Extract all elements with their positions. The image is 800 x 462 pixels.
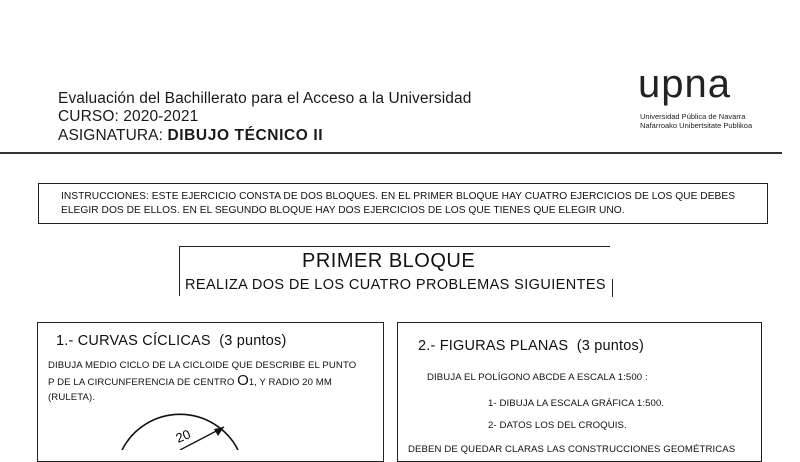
problem-1-title [56, 333, 287, 349]
problem-2-item-1: 1- DIBUJA LA ESCALA GRÁFICA 1:500. [488, 398, 665, 409]
bloque-title: PRIMER BLOQUE [302, 250, 476, 272]
problem-2-heading: 2.- FIGURAS PLANAS [418, 338, 569, 354]
bloque-bracket-left [179, 246, 180, 296]
problem-1-heading: 1.- CURVAS CÍCLICAS [56, 333, 211, 349]
instructions-line-2: ELEGIR DOS DE ELLOS. EN EL SEGUNDO BLOQUE HAY DOS EJERCICIOS DE LOS QUE TIENES QUE ELEGIR UNO. [61, 205, 625, 216]
course-year: CURSO: 2020-2021 [58, 108, 199, 125]
instructions-box [38, 183, 768, 224]
cycloid-circle-figure [110, 405, 250, 450]
problem-2-title [418, 338, 644, 354]
problem-2-line-1: DIBUJA EL POLÍGONO ABCDE A ESCALA 1:500 : [427, 372, 648, 383]
logo-subtitle-es: Universidad Pública de Navarra [640, 112, 746, 121]
problem-2-points: (3 puntos) [576, 338, 645, 354]
problem-2-item-2: 2- DATOS LOS DEL CROQUIS. [488, 420, 627, 431]
subject-line [58, 127, 323, 145]
radius-arrow-icon [214, 427, 224, 436]
problem-1-line-3: (RULETA). [48, 392, 96, 403]
upna-logo: upna [638, 62, 731, 106]
bloque-bracket-top [179, 246, 610, 247]
exam-title: Evaluación del Bachillerato para el Acceso a la Universidad [58, 90, 472, 107]
problem-2-line-cut: DEBEN DE QUEDAR CLARAS LAS CONSTRUCCIONES GEOMÉTRICAS [408, 444, 736, 455]
logo-subtitle-eu: Nafarroako Unibertsitate Publikoa [640, 121, 753, 130]
center-o-label: O [237, 372, 249, 389]
bloque-bracket-right [612, 279, 613, 297]
problem-1-points: (3 puntos) [219, 333, 287, 349]
bloque-subtitle: REALIZA DOS DE LOS CUATRO PROBLEMAS SIGUIENTES [185, 277, 607, 293]
problem-1-line-2: P DE LA CIRCUNFERENCIA DE CENTRO O1, Y RADIO 20 MM [48, 372, 332, 389]
problem-1-line-1: DIBUJA MEDIO CICLO DE LA CICLOIDE QUE DESCRIBE EL PUNTO [48, 360, 357, 371]
radius-label: 20 [173, 426, 193, 446]
subject-value: DIBUJO TÉCNICO II [167, 127, 324, 144]
subject-label: ASIGNATURA: [58, 127, 168, 144]
instructions-line-1: INSTRUCCIONES: ESTE EJERCICIO CONSTA DE DOS BLOQUES. EN EL PRIMER BLOQUE HAY CUATRO EJERCICIOS DE LOS QUE DEBES [61, 191, 736, 202]
header-divider [0, 152, 782, 154]
problem-1-text [48, 358, 356, 405]
